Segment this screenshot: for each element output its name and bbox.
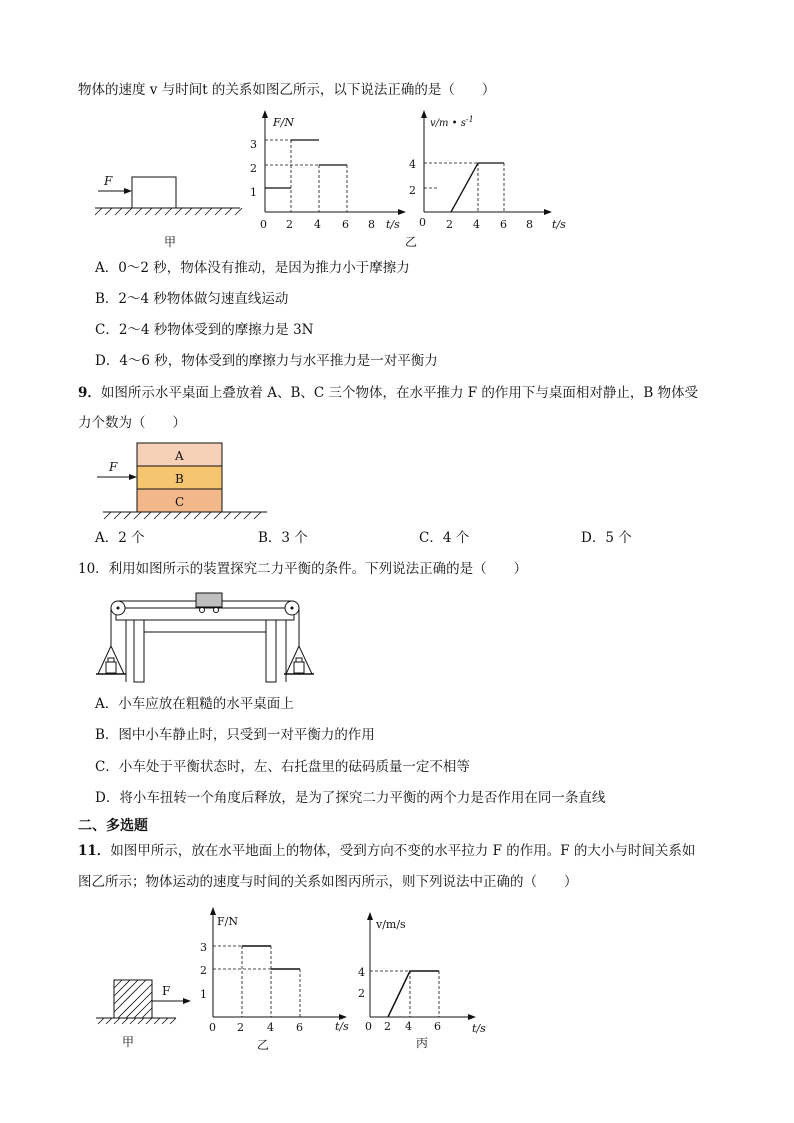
y-axis-label: F/N [273, 116, 294, 129]
label-b: B [175, 472, 184, 486]
table-leg-right [266, 620, 276, 682]
x-tick-6: 6 [500, 218, 507, 231]
y-tick-3: 3 [250, 138, 257, 151]
cart [196, 593, 222, 607]
y-tick-2: 2 [409, 184, 416, 197]
x-ticks [209, 1021, 303, 1034]
x-tick-2: 2 [237, 1021, 244, 1034]
x-axis-label: t/s [386, 218, 400, 231]
q9-stem-text: 如图所示水平桌面上叠放着 A、B、C 三个物体，在水平推力 F 的作用下与桌面相对静止，B 物体受 [100, 385, 699, 401]
q8-figure-jia [90, 160, 250, 250]
y-tick-3: 3 [200, 941, 207, 954]
weight-left [106, 662, 116, 673]
v-t-series [451, 163, 504, 212]
guide-lines [370, 971, 439, 1017]
y-tick-2: 2 [358, 987, 365, 1000]
x-tick-4: 4 [314, 218, 321, 231]
x-axis-label: t/s [552, 218, 566, 231]
q10-figure [92, 588, 322, 688]
x-tick-2: 2 [446, 218, 453, 231]
caption-jia: 甲 [122, 1035, 135, 1049]
block [132, 177, 176, 208]
y-tick-1: 1 [250, 186, 257, 199]
caption-yi: 乙 [405, 235, 418, 249]
tray-right [284, 646, 314, 674]
y-ticks [358, 966, 365, 1000]
table-top [116, 608, 294, 620]
q9-stem-line2: 力个数为（ ） [78, 415, 186, 431]
section-title: 二、多选题 [78, 818, 148, 834]
q8-option-b[interactable]: B．2～4 秒物体做匀速直线运动 [95, 291, 289, 307]
x-tick-4: 4 [405, 1020, 412, 1033]
q11-stem-text: 如图甲所示，放在水平地面上的物体，受到方向不变的水平拉力 F 的作用。F 的大小与时间关系如 [110, 843, 696, 859]
v-t-series [388, 971, 439, 1017]
y-ticks [250, 138, 257, 199]
y-axis-label: v/m • $s^{-1}$ [430, 115, 474, 129]
force-label: F [162, 984, 171, 998]
guide-lines [265, 140, 347, 212]
q10-option-d[interactable]: D．将小车扭转一个角度后释放，是为了探究二力平衡的两个力是否作用在同一条直线 [95, 790, 606, 806]
q9-option-c[interactable]: C．4 个 [419, 530, 470, 546]
x-tick-8: 8 [368, 218, 375, 231]
x-tick-0: 0 [209, 1021, 216, 1034]
x-tick-4: 4 [473, 218, 480, 231]
q11-stem-line2: 图乙所示；物体运动的速度与时间的关系如图丙所示，则下列说法中正确的（ ） [78, 874, 578, 890]
caption-bing: 丙 [416, 1036, 429, 1050]
q10-option-b[interactable]: B．图中小车静止时，只受到一对平衡力的作用 [95, 727, 375, 743]
q11-f-t-chart [195, 905, 360, 1055]
x-tick-0: 0 [419, 216, 426, 229]
y-tick-4: 4 [358, 966, 365, 979]
x-tick-6: 6 [296, 1021, 303, 1034]
label-c: C [175, 495, 185, 509]
x-tick-4: 4 [267, 1021, 274, 1034]
caption-jia: 甲 [164, 235, 177, 249]
y-tick-2: 2 [250, 162, 257, 175]
tray-left [96, 646, 126, 674]
q9-option-a[interactable]: A．2 个 [95, 530, 145, 546]
q11-stem-line1 [78, 845, 695, 859]
guide-lines [213, 946, 300, 1017]
q11-figure-jia [92, 975, 202, 1050]
q11-number: 11． [78, 843, 111, 859]
x-tick-0: 0 [365, 1020, 372, 1033]
x-tick-0: 0 [260, 218, 267, 231]
y-ticks [200, 941, 207, 1001]
q9-option-b[interactable]: B．3 个 [258, 530, 308, 546]
q8-option-c[interactable]: C．2～4 秒物体受到的摩擦力是 3N [95, 322, 314, 338]
x-ticks [419, 216, 533, 231]
force-label: F [104, 174, 113, 188]
x-tick-2: 2 [384, 1020, 391, 1033]
weight-right [294, 662, 304, 673]
q8-v-t-chart [400, 110, 575, 250]
y-axis-label: v/m/s [376, 918, 406, 931]
force-label: F [109, 460, 118, 474]
q8-option-d[interactable]: D．4～6 秒，物体受到的摩擦力与水平推力是一对平衡力 [95, 353, 438, 369]
f-t-series [265, 140, 347, 188]
q9-figure [95, 440, 285, 525]
x-tick-8: 8 [526, 218, 533, 231]
x-tick-6: 6 [342, 218, 349, 231]
y-tick-1: 1 [200, 988, 207, 1001]
q10-option-c[interactable]: C．小车处于平衡状态时，左、右托盘里的砝码质量一定不相等 [95, 759, 470, 775]
q9-option-d[interactable]: D．5 个 [581, 530, 632, 546]
q8-stem: 物体的速度 v 与时间t 的关系如图乙所示，以下说法正确的是（ ） [78, 82, 496, 98]
x-tick-2: 2 [286, 218, 293, 231]
caption-yi: 乙 [257, 1038, 270, 1052]
table-leg-left [134, 620, 144, 682]
q10-option-a[interactable]: A．小车应放在粗糙的水平桌面上 [95, 696, 294, 712]
q11-v-t-chart [350, 910, 500, 1055]
hatched-block [114, 980, 152, 1018]
x-tick-6: 6 [434, 1020, 441, 1033]
q8-f-t-chart [240, 110, 410, 245]
ground-hatch [98, 1018, 176, 1024]
x-ticks [365, 1020, 441, 1033]
y-axis-label: F/N [217, 915, 238, 928]
q10-stem: 10．利用如图所示的装置探究二力平衡的条件。下列说法正确的是（ ） [78, 561, 528, 577]
y-tick-4: 4 [409, 158, 416, 171]
y-tick-2: 2 [200, 964, 207, 977]
x-axis-label: t/s [472, 1022, 486, 1035]
x-axis-label: t/s [335, 1020, 349, 1033]
ground-hatch [104, 512, 261, 519]
label-a: A [175, 449, 184, 463]
y-ticks [409, 158, 416, 197]
q8-option-a[interactable]: A．0～2 秒，物体没有推动，是因为推力小于摩擦力 [95, 260, 410, 276]
x-ticks [260, 218, 375, 231]
q9-stem-line1 [78, 387, 698, 401]
q9-number: 9． [78, 385, 101, 401]
ground-hatch [95, 208, 242, 215]
